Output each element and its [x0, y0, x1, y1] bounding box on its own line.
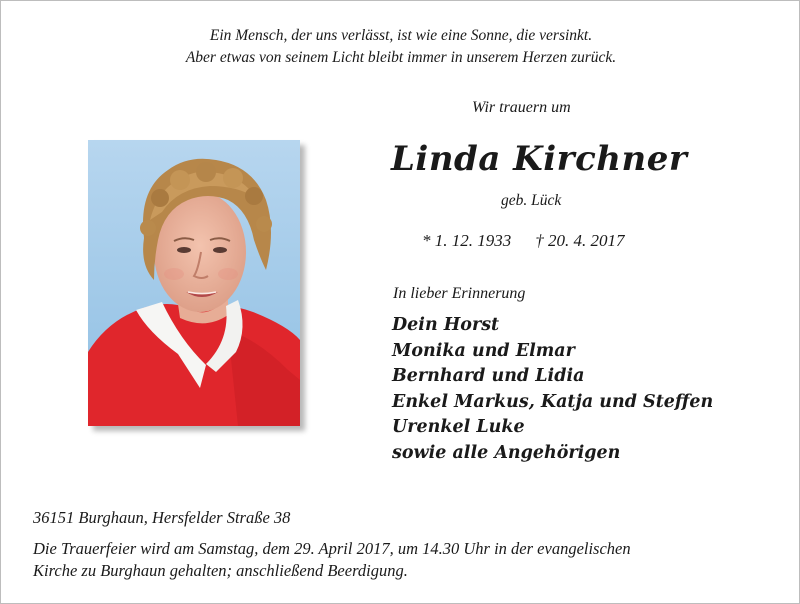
life-dates — [422, 231, 625, 251]
mourner-entry: sowie alle Angehörigen — [392, 442, 621, 463]
birth-date: * 1. 12. 1933 — [422, 231, 512, 250]
mourner-entry: Dein Horst — [392, 315, 500, 335]
deceased-name: Linda Kirchner — [391, 139, 688, 179]
mourners-list — [392, 313, 713, 466]
death-date: † 20. 4. 2017 — [535, 231, 625, 250]
mourner-entry: Bernhard und Lidia — [392, 366, 585, 386]
quote-line-2: Aber etwas von seinem Licht bleibt immer in unserem Herzen zurück. — [185, 49, 617, 66]
maiden-name: geb. Lück — [501, 192, 562, 209]
funeral-line-1: Die Trauerfeier wird am Samstag, dem 29. April 2017, um 14.30 Uhr in der evangelischen — [33, 539, 631, 558]
funeral-line-2: Kirche zu Burghaun gehalten; anschließend Beerdigung. — [33, 561, 408, 580]
quote-line-1: Ein Mensch, der uns verlässt, ist wie eine Sonne, die versinkt. — [209, 27, 593, 44]
memory-line: In lieber Erinnerung — [393, 285, 526, 302]
funeral-notice — [33, 538, 783, 582]
portrait-photo — [88, 140, 300, 426]
mourner-entry: Urenkel Luke — [392, 417, 525, 437]
memorial-quote — [1, 25, 800, 69]
mourner-entry: Monika und Elmar — [392, 340, 575, 361]
mourning-intro: Wir trauern um — [472, 99, 571, 116]
family-address: 36151 Burghaun, Hersfelder Straße 38 — [33, 508, 291, 527]
mourner-entry: Enkel Markus, Katja und Steffen — [392, 391, 714, 412]
